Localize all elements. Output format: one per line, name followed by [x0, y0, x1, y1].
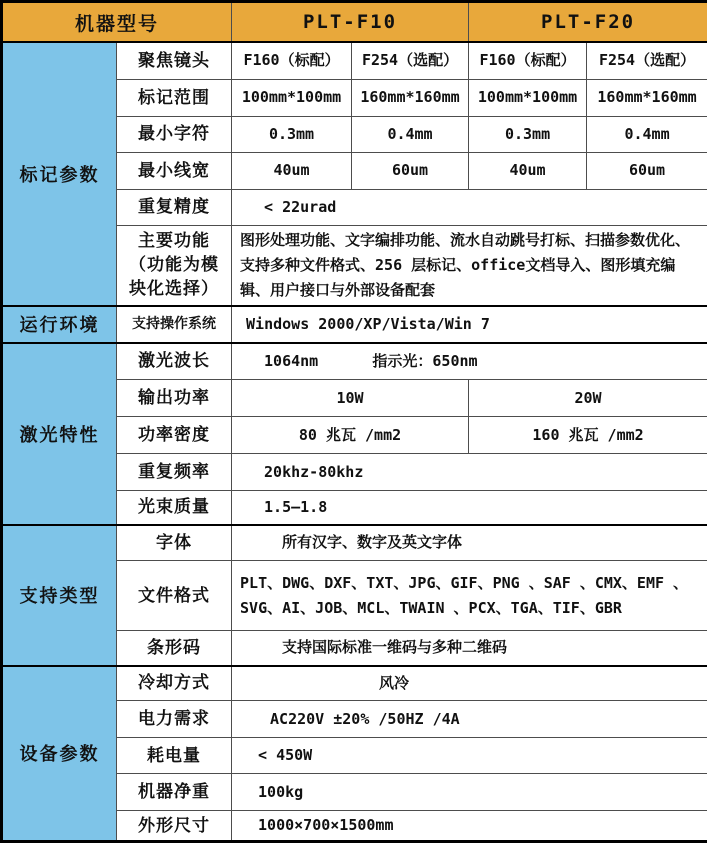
label-main-functions: 主要功能（功能为模块化选择）	[117, 225, 232, 306]
cell-cooling-method: 风冷	[232, 666, 707, 701]
row-cooling-method	[2, 666, 707, 701]
cell-main-functions: 图形处理功能、文字编排功能、流水自动跳号打标、扫描参数优化、支持多种文件格式、256 层标记、office文档导入、图形填充编辑、用户接口与外部设备配套	[232, 225, 707, 306]
label-marking-range: 标记范围	[117, 79, 232, 116]
cell-power-requirement: AC220V ±20% /50HZ /4A	[232, 701, 707, 738]
cell-minchar-1: 0.3mm	[232, 116, 352, 152]
cell-minline-3: 40um	[469, 152, 587, 189]
label-barcode: 条形码	[117, 631, 232, 666]
cell-range-4: 160mm*160mm	[587, 79, 707, 116]
label-power-requirement: 电力需求	[117, 701, 232, 738]
category-operating-environment: 运行环境	[2, 306, 117, 343]
label-min-character: 最小字符	[117, 116, 232, 152]
header-model-label: 机器型号	[2, 2, 232, 43]
label-laser-wavelength: 激光波长	[117, 343, 232, 380]
cell-machine-weight: 100kg	[232, 774, 707, 811]
cell-lens-f20-std: F160（标配）	[469, 42, 587, 79]
cell-minline-4: 60um	[587, 152, 707, 189]
cell-minchar-2: 0.4mm	[352, 116, 469, 152]
cell-lens-f10-opt: F254（选配）	[352, 42, 469, 79]
cell-laser-wavelength: 1064nm 指示光：650nm	[232, 343, 707, 380]
label-power-density: 功率密度	[117, 417, 232, 454]
label-os-support: 支持操作系统	[117, 306, 232, 343]
cell-os-support: Windows 2000/XP/Vista/Win 7	[232, 306, 707, 343]
category-laser-characteristics: 激光特性	[2, 343, 117, 525]
label-cooling-method: 冷却方式	[117, 666, 232, 701]
header-model-plt-f20: PLT-F20	[469, 2, 707, 43]
row-operating-system	[2, 306, 707, 343]
cell-beam-quality: 1.5—1.8	[232, 491, 707, 525]
label-machine-weight: 机器净重	[117, 774, 232, 811]
label-output-power: 输出功率	[117, 380, 232, 417]
cell-barcode: 支持国际标准一维码与多种二维码	[232, 631, 707, 666]
cell-dimensions: 1000×700×1500mm	[232, 811, 707, 842]
row-laser-wavelength	[2, 343, 707, 380]
category-marking-params: 标记参数	[2, 42, 117, 306]
cell-lens-f10-std: F160（标配）	[232, 42, 352, 79]
row-focus-lens	[2, 42, 707, 79]
label-repeat-precision: 重复精度	[117, 189, 232, 225]
cell-minchar-4: 0.4mm	[587, 116, 707, 152]
cell-density-f20: 160 兆瓦 /mm2	[469, 417, 707, 454]
cell-minline-2: 60um	[352, 152, 469, 189]
category-supported-types: 支持类型	[2, 525, 117, 666]
cell-power-consumption: < 450W	[232, 738, 707, 774]
label-fonts: 字体	[117, 525, 232, 561]
table-header-row	[2, 2, 707, 43]
label-min-linewidth: 最小线宽	[117, 152, 232, 189]
row-fonts	[2, 525, 707, 561]
cell-fonts: 所有汉字、数字及英文字体	[232, 525, 707, 561]
cell-file-formats: PLT、DWG、DXF、TXT、JPG、GIF、PNG 、SAF 、CMX、EMF 、SVG、AI、JOB、MCL、TWAIN 、PCX、TGA、TIF、GBR	[232, 561, 707, 631]
label-beam-quality: 光束质量	[117, 491, 232, 525]
label-power-consumption: 耗电量	[117, 738, 232, 774]
label-dimensions: 外形尺寸	[117, 811, 232, 842]
label-repeat-frequency: 重复频率	[117, 454, 232, 491]
cell-repeat-precision: < 22urad	[232, 189, 707, 225]
cell-minline-1: 40um	[232, 152, 352, 189]
cell-density-f10: 80 兆瓦 /mm2	[232, 417, 469, 454]
label-file-formats: 文件格式	[117, 561, 232, 631]
cell-minchar-3: 0.3mm	[469, 116, 587, 152]
cell-power-f10: 10W	[232, 380, 469, 417]
cell-range-2: 160mm*160mm	[352, 79, 469, 116]
cell-repeat-frequency: 20khz-80khz	[232, 454, 707, 491]
cell-lens-f20-opt: F254（选配）	[587, 42, 707, 79]
cell-power-f20: 20W	[469, 380, 707, 417]
cell-range-1: 100mm*100mm	[232, 79, 352, 116]
cell-range-3: 100mm*100mm	[469, 79, 587, 116]
category-device-params: 设备参数	[2, 666, 117, 842]
header-model-plt-f10: PLT-F10	[232, 2, 469, 43]
label-focus-lens: 聚焦镜头	[117, 42, 232, 79]
